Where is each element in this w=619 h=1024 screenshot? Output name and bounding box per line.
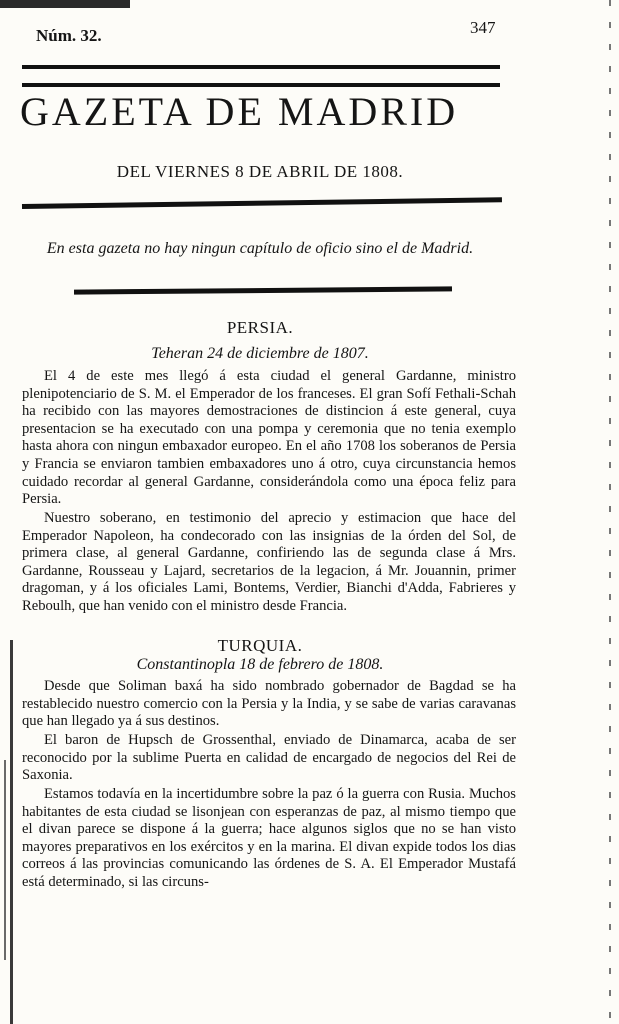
scan-edge-left	[10, 640, 13, 1024]
page-number: 347	[470, 18, 496, 37]
issue-number: Núm. 32.	[36, 26, 102, 45]
paragraph-persia-2: Nuestro soberano, en testimonio del aprecio y estimacion que hace del Emperador Napoleon, ha condecorado con las insignias de la órden del Sol, de primera clase, al general Gardanne, confiriendo las de segunda clase á Mrs. Gardanne, Rousseau y Lajard, secretarios de la legacion, á Mr. Jouannin, primer dragoman, y á los oficiales Lami, Bontems, Verdier, Bianchi d'Adda, Fabrieres y Reboulh, que han venido con el ministro desde Francia.	[22, 510, 516, 614]
official-notice: En esta gazeta no hay ningun capítulo de oficio sino el de Madrid.	[46, 240, 474, 257]
section-heading-persia: PERSIA.	[226, 318, 294, 337]
masthead-title: GAZETA DE MADRID	[20, 89, 459, 134]
scan-corner-mark	[0, 0, 130, 8]
paragraph-turquia-2: El baron de Hupsch de Grossenthal, enviado de Dinamarca, acaba de ser reconocido por la sublime Puerta en calidad de encargado de negocios del Rei de Saxonia.	[22, 732, 516, 784]
paragraph-persia-1: El 4 de este mes llegó á esta ciudad el general Gardanne, ministro plenipotenciario de S. M. el Emperador de los franceses. El gran Sofí Fethali-Schah ha recibido con las mayores demostraciones de distincion á este general, cuya presentacion se ha executado con una pompa y ceremonia que no tenia exemplo hasta ahora con ningun embaxador europeo. En el año 1708 los soberanos de Persia y Francia se enviaron tambien embaxadores uno á otro, cuya circunstancia hemos cuidado recordar al general Gardanne, considerándola como una época feliz para Persia.	[22, 368, 516, 508]
scan-edge-right	[609, 0, 611, 1024]
dateline-persia: Teheran 24 de diciembre de 1807.	[151, 345, 369, 362]
divider-rule	[22, 197, 502, 209]
paragraph-turquia-3: Estamos todavía en la incertidumbre sobre la paz ó la guerra con Rusia. Muchos habitantes de esta ciudad se lisonjean con esperanzas de paz, al mismo tiempo que el divan parece se dispone á la guerra; hace algunos siglos que no se han visto mayores preparativos en los exércitos y en la marina. El divan expide todos los dias correos á las provincias comunicando las órdenes de S. A. El Emperador Mustafá está determinado, si las circuns-	[22, 786, 516, 890]
section-heading-turquia: TURQUIA.	[217, 636, 303, 655]
dateline-turquia: Constantinopla 18 de febrero de 1808.	[136, 656, 384, 673]
scan-edge-left-faint	[4, 760, 6, 960]
issue-date: DEL VIERNES 8 DE ABRIL DE 1808.	[116, 162, 404, 181]
double-rule	[22, 65, 500, 87]
divider-rule-2	[74, 286, 452, 294]
paragraph-turquia-1: Desde que Soliman baxá ha sido nombrado gobernador de Bagdad se ha restablecido nuestro comercio con la Persia y la India, y se sabe de varias caravanas que han llegado ya á sus destinos.	[22, 678, 516, 730]
